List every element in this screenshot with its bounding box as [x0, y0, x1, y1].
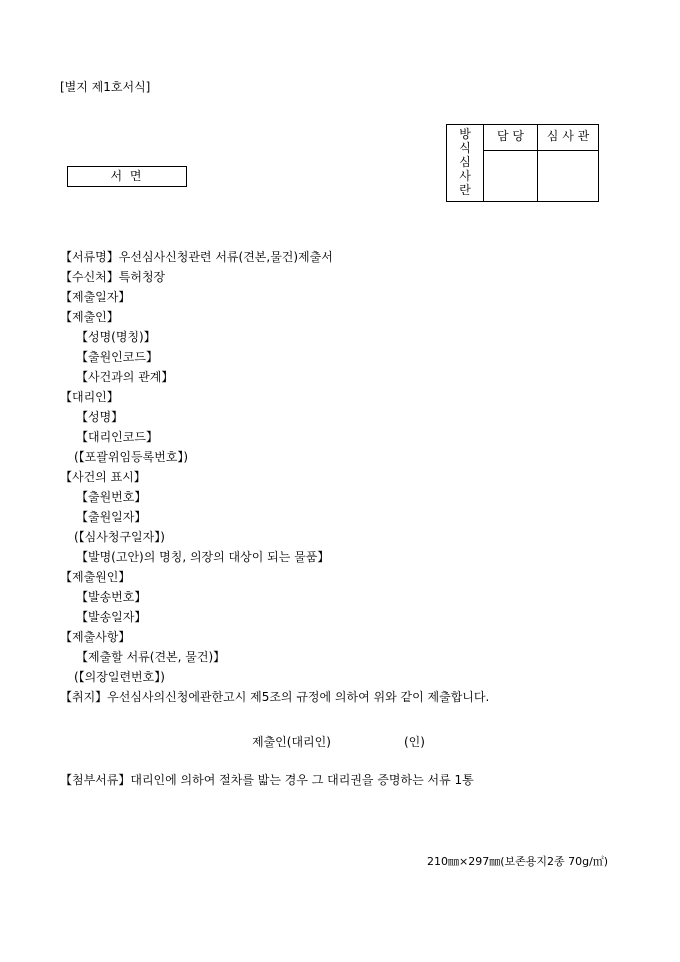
signature-seal: (인) [404, 735, 425, 749]
paper-size-note: 210㎜×297㎜(보존용지2종 70g/㎡) [427, 855, 609, 868]
field-recipient: 【수신처】특허청장 [60, 270, 166, 284]
attachment-line: 【첨부서류】대리인에 의하여 절차를 밟는 경우 그 대리권을 증명하는 서류 1통 [60, 773, 474, 787]
field-agent-code: 【대리인코드】 [76, 430, 158, 444]
review-col-examiner: 심 사 관 [546, 129, 590, 143]
document-type-box: 서 면 [67, 166, 187, 187]
form-number-label: [별지 제1호서식] [60, 80, 151, 94]
field-documents-to-submit: 【제출할 서류(견본, 물건)】 [76, 650, 226, 664]
field-application-date: 【출원일자】 [76, 510, 147, 524]
field-case-relation: 【사건과의 관계】 [76, 370, 174, 384]
field-document-name: 【서류명】우선심사신청관련 서류(견본,물건)제출서 [60, 250, 333, 264]
field-applicant-code: 【출원인코드】 [76, 350, 158, 364]
field-submission-items: 【제출사항】 [60, 630, 131, 644]
field-agent-name: 【성명】 [76, 410, 124, 424]
field-submitter: 【제출인】 [60, 310, 119, 324]
field-submitter-name: 【성명(명칭)】 [76, 330, 156, 344]
field-case-indication: 【사건의 표시】 [60, 470, 146, 484]
field-dispatch-number: 【발송번호】 [76, 590, 147, 604]
field-submission-date: 【제출일자】 [60, 290, 131, 304]
signature-submitter-label: 제출인(대리인) [252, 735, 331, 749]
field-submission-cause: 【제출원인】 [60, 570, 131, 584]
field-exam-request-date: (【심사청구일자】) [74, 530, 165, 544]
field-general-power-number: (【포괄위임등록번호】) [74, 450, 189, 464]
field-purpose-statement: 【취지】우선심사의신청에관한고시 제5조의 규정에 의하여 위와 같이 제출합니다. [60, 690, 490, 704]
field-dispatch-date: 【발송일자】 [76, 610, 147, 624]
field-design-serial-number: (【의장일련번호】) [74, 670, 165, 684]
field-invention-title: 【발명(고안)의 명칭, 의장의 대상이 되는 물품】 [76, 550, 330, 564]
table-divider [483, 150, 598, 151]
review-stamp-table [446, 124, 599, 202]
review-side-label: 방 식 심 사 란 [459, 127, 471, 197]
field-agent: 【대리인】 [60, 390, 119, 404]
field-application-number: 【출원번호】 [76, 490, 147, 504]
review-col-staff: 담 당 [497, 129, 524, 143]
